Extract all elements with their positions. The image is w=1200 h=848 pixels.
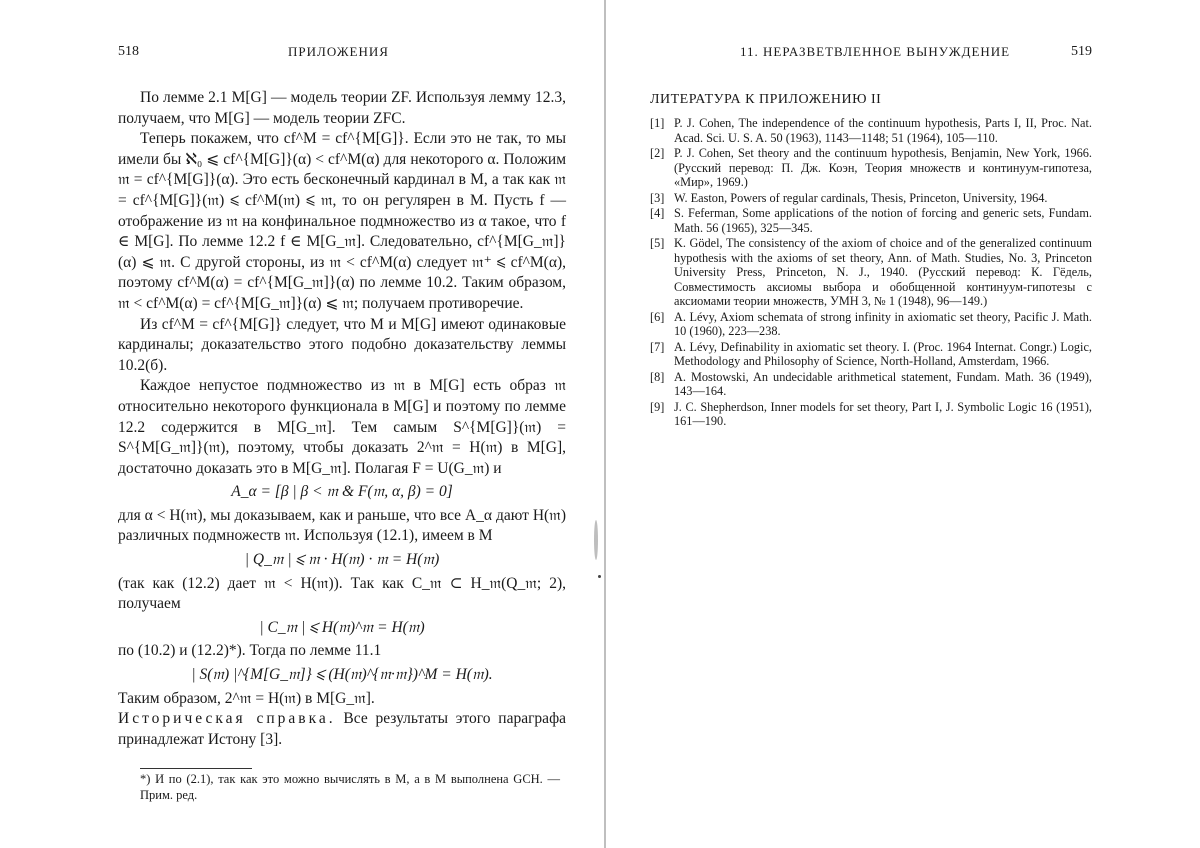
historical-note: [118, 709, 566, 750]
formula: | C_𝔪 | ⩽ H(𝔪)^𝔪 = H(𝔪): [259, 618, 425, 636]
footnote: *) И по (2.1), так как это можно вычислять в M, а в M выполнена GCH. — Прим. ред.: [140, 772, 560, 802]
book-gutter: [604, 0, 606, 848]
historical-note-text: Все результаты этого параграфа принадлежат Истону [3].: [118, 710, 566, 748]
paragraph: Каждое непустое подмножество из 𝔪 в M[G] есть образ 𝔪 относительно некоторого функционала в M[G] и поэтому по лемме 12.2 содержится в M[G_𝔪]. Тем самым S^{M[G]}(𝔪) = S^{M[G_𝔪]}(𝔪), поэтому, чтобы доказать 2^𝔪 = H(𝔪) в M[G], достаточно доказать это в M[G_𝔪]. Полагая F = U(G_𝔪) и: [118, 377, 566, 477]
scan-speck: [594, 520, 598, 560]
reference-text: A. Lévy, Axiom schemata of strong infinity in axiomatic set theory, Pacific J. Math. 10 (1960), 223—238.: [674, 309, 1092, 338]
reference-item: [650, 206, 1092, 235]
formula: A_α = [β | β < 𝔪 & F(𝔪, α, β) = 0]: [231, 483, 453, 501]
page-number: 519: [1071, 44, 1092, 59]
paragraph: по (10.2) и (12.2)*). Тогда по лемме 11.1: [118, 642, 382, 660]
reference-number: [6]: [650, 309, 665, 324]
running-head: 11. НЕРАЗВЕТВЛЕННОЕ ВЫНУЖДЕНИЕ: [740, 44, 1011, 59]
reference-text: A. Mostowski, An undecidable arithmetical statement, Fundam. Math. 36 (1949), 143—164.: [674, 369, 1092, 398]
paragraph: для α < H(𝔪), мы доказываем, как и раньше, что все A_α дают H(𝔪) различных подмножеств 𝔪. Используя (12.1), имеем в M: [118, 506, 566, 545]
bibliography-list: [650, 116, 1092, 430]
formula: | S(𝔪) |^{M[G_𝔪]} ⩽ (H(𝔪)^{𝔪·𝔪})^M = H(𝔪).: [191, 666, 493, 684]
reference-text: P. J. Cohen, Set theory and the continuum hypothesis, Benjamin, New York, 1966. (Русский перевод: П. Дж. Коэн, Теория множеств и континуум-гипотеза, «Мир», 1969.): [674, 146, 1092, 189]
reference-number: [7]: [650, 339, 665, 354]
reference-number: [5]: [650, 236, 665, 250]
paragraph: (так как (12.2) дает 𝔪 < H(𝔪)). Так как C_𝔪 ⊂ H_𝔪(Q_𝔪; 2), получаем: [118, 574, 566, 613]
reference-text: W. Easton, Powers of regular cardinals, Thesis, Princeton, University, 1964.: [674, 190, 1048, 205]
reference-number: [3]: [650, 190, 665, 205]
reference-text: P. J. Cohen, The independence of the continuum hypothesis, Parts I, II, Proc. Nat. Acad. Sci. U. S. A. 50 (1963), 1143—1148; 51 (1964), 105—110.: [674, 116, 1092, 145]
paragraph: Таким образом, 2^𝔪 = H(𝔪) в M[G_𝔪].: [118, 689, 375, 707]
scan-speck: [598, 575, 601, 578]
bibliography-title: ЛИТЕРАТУРА К ПРИЛОЖЕНИЮ II: [650, 92, 882, 107]
reference-number: [1]: [650, 116, 665, 130]
page-number: 518: [118, 44, 139, 59]
reference-item: [650, 146, 1092, 190]
formula: | Q_𝔪 | ⩽ 𝔪 · H(𝔪) · 𝔪 = H(𝔪): [244, 551, 440, 569]
paragraph: По лемме 2.1 M[G] — модель теории ZF. Используя лемму 12.3, получаем, что M[G] — модель теории ZFC.: [118, 89, 566, 127]
reference-number: [4]: [650, 206, 665, 220]
reference-text: A. Lévy, Definability in axiomatic set theory. I. (Proc. 1964 Internat. Congr.) Logic, Methodology and Philosophy of Science, North-Holland, Amsterdam, 1966.: [674, 339, 1092, 368]
historical-note-lead: Историческая справка.: [118, 710, 336, 728]
reference-item: [650, 400, 1092, 429]
reference-item: [650, 340, 1092, 369]
paragraph: Из cf^M = cf^{M[G]} следует, что M и M[G] имеют одинаковые кардиналы; доказательство этого подобно доказательству леммы 10.2(б).: [118, 315, 566, 374]
body-text: [118, 88, 566, 750]
footnote-rule: [140, 768, 252, 769]
reference-text: K. Gödel, The consistency of the axiom of choice and of the generalized continuum hypothesis with the axioms of set theory, Ann. of Math. Studies, No. 3, Princeton University Press, Princeton, N. J., 1940. (Русский перевод: К. Гёдель, Совместимость аксиомы выбора и обобщенной континуум-гипотезы с аксиомами теории множеств, УМН 3, № 1 (1948), 96—149.): [674, 236, 1092, 308]
running-head: ПРИЛОЖЕНИЯ: [288, 44, 389, 59]
reference-text: S. Feferman, Some applications of the notion of forcing and generic sets, Fundam. Math. 56 (1965), 325—345.: [674, 206, 1092, 235]
reference-number: [2]: [650, 146, 665, 160]
reference-item: [650, 191, 1092, 206]
reference-text: J. C. Shepherdson, Inner models for set theory, Part I, J. Symbolic Logic 16 (1951), 161—190.: [674, 399, 1092, 428]
reference-item: [650, 116, 1092, 145]
paragraph: Теперь покажем, что cf^M = cf^{M[G]}. Если это не так, то мы имели бы ℵ₀ ⩽ cf^{M[G]}(α) < cf^M(α) для некоторого α. Положим 𝔪 = cf^{M[G]}(α). Это есть бесконечный кардинал в M, а так как 𝔪 = cf^{M[G]}(𝔪) ⩽ cf^M(𝔪) ⩽ 𝔪, то он регулярен в M. Пусть f — отображение из 𝔪 на конфинальное подмножество из α такое, что f ∈ M[G]. По лемме 12.2 f ∈ M[G_𝔪]. Следовательно, cf^{M[G_𝔪]}(α) ⩽ 𝔪. С другой стороны, из 𝔪 < cf^M(α) следует 𝔪⁺ ⩽ cf^M(α), поэтому cf^M(α) = cf^{M[G_𝔪]}(α) по лемме 10.2. Таким образом, 𝔪 < cf^M(α) = cf^{M[G_𝔪]}(α) ⩽ 𝔪; получаем противоречие.: [118, 130, 566, 312]
reference-number: [9]: [650, 399, 665, 414]
reference-item: [650, 370, 1092, 399]
reference-item: [650, 236, 1092, 309]
reference-item: [650, 310, 1092, 339]
reference-number: [8]: [650, 369, 665, 384]
